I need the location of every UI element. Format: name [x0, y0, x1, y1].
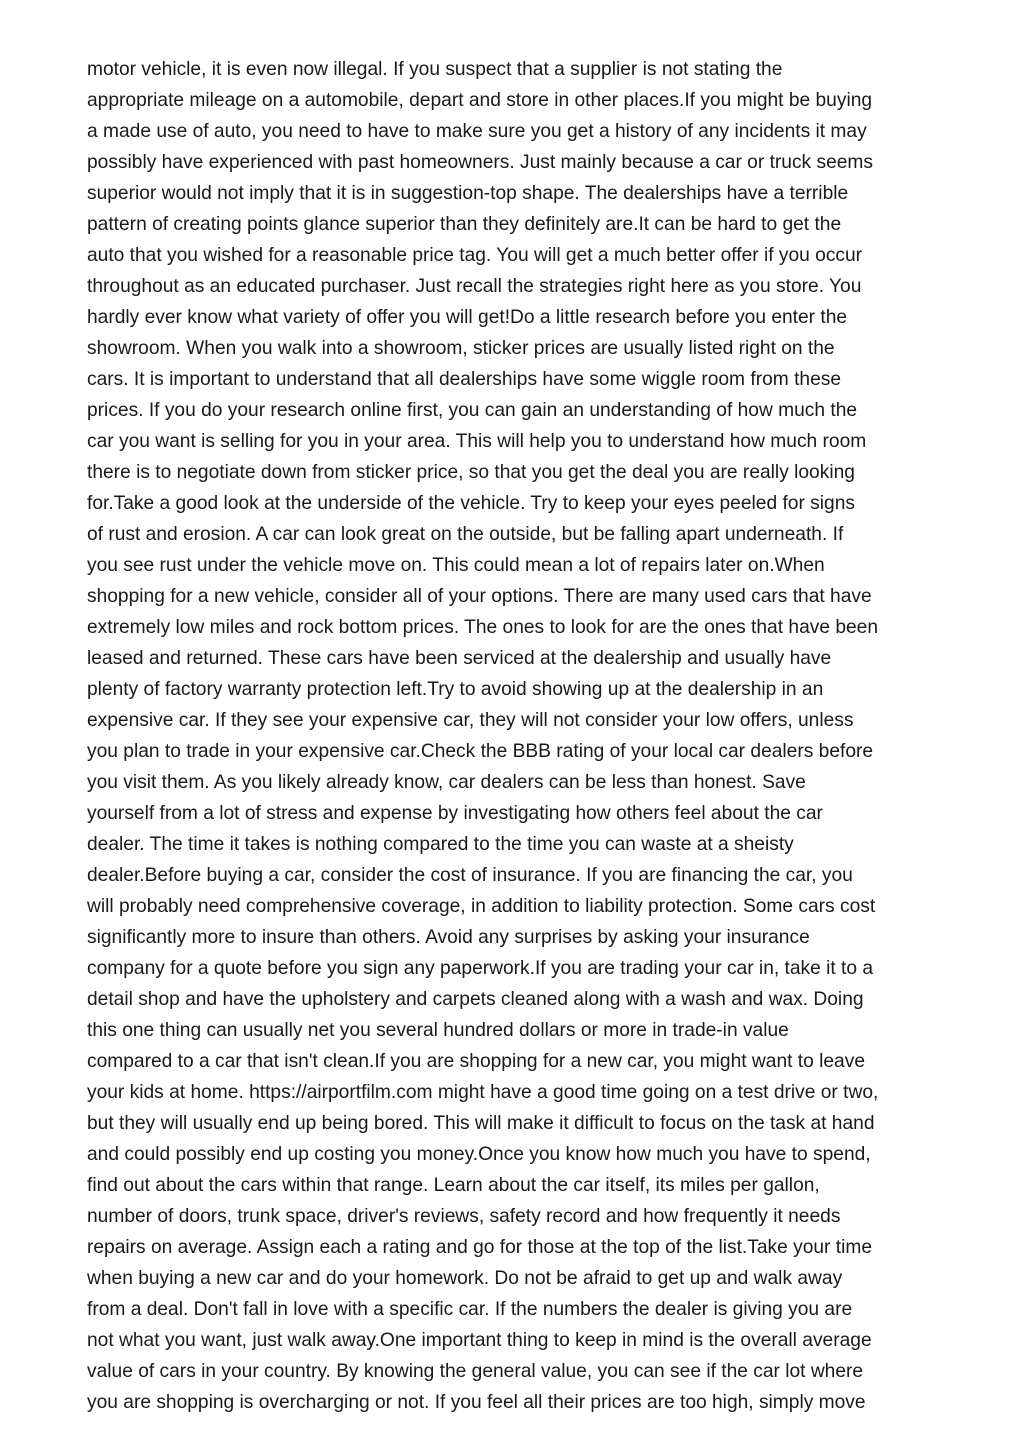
text-line: car you want is selling for you in your area. This will help you to understand how much room: [87, 431, 867, 452]
text-line: prices. If you do your research online first, you can gain an understanding of how much the: [87, 400, 858, 421]
text-line: this one thing can usually net you several hundred dollars or more in trade-in value: [87, 1020, 789, 1041]
text-line: of rust and erosion. A car can look great on the outside, but be falling apart underneath. If: [87, 524, 844, 545]
text-line: extremely low miles and rock bottom prices. The ones to look for are the ones that have been: [87, 617, 879, 638]
text-line: possibly have experienced with past homeowners. Just mainly because a car or truck seems: [87, 152, 873, 173]
text-line: plenty of factory warranty protection left.Try to avoid showing up at the dealership in an: [87, 679, 824, 700]
text-line: dealer. The time it takes is nothing compared to the time you can waste at a sheisty: [87, 834, 794, 855]
text-line: detail shop and have the upholstery and carpets cleaned along with a wash and wax. Doing: [87, 989, 864, 1010]
text-line: dealer.Before buying a car, consider the cost of insurance. If you are financing the car, you: [87, 865, 853, 886]
text-line: a made use of auto, you need to have to make sure you get a history of any incidents it may: [87, 121, 867, 142]
text-line: number of doors, trunk space, driver's reviews, safety record and how frequently it needs: [87, 1206, 841, 1227]
text-line: auto that you wished for a reasonable price tag. You will get a much better offer if you occur: [87, 245, 863, 266]
text-line: not what you want, just walk away.One important thing to keep in mind is the overall average: [87, 1330, 872, 1351]
text-line: value of cars in your country. By knowing the general value, you can see if the car lot where: [87, 1361, 864, 1382]
text-line: expensive car. If they see your expensive car, they will not consider your low offers, unless: [87, 710, 854, 731]
text-line: superior would not imply that it is in suggestion-top shape. The dealerships have a terrible: [87, 183, 849, 204]
body-text: [87, 54, 957, 1418]
text-line: will probably need comprehensive coverage, in addition to liability protection. Some cars cost: [87, 896, 876, 917]
text-line: pattern of creating points glance superior than they definitely are.It can be hard to get the: [87, 214, 842, 235]
text-line: shopping for a new vehicle, consider all of your options. There are many used cars that have: [87, 586, 872, 607]
text-line: hardly ever know what variety of offer you will get!Do a little research before you enter the: [87, 307, 848, 328]
text-line: you see rust under the vehicle move on. This could mean a lot of repairs later on.When: [87, 555, 825, 576]
text-line: you are shopping is overcharging or not. If you feel all their prices are too high, simply move: [87, 1392, 866, 1413]
text-line: for.Take a good look at the underside of the vehicle. Try to keep your eyes peeled for signs: [87, 493, 855, 514]
text-line: but they will usually end up being bored. This will make it difficult to focus on the task at hand: [87, 1113, 875, 1134]
text-line: repairs on average. Assign each a rating and go for those at the top of the list.Take your time: [87, 1237, 873, 1258]
text-line: when buying a new car and do your homework. Do not be afraid to get up and walk away: [87, 1268, 843, 1289]
text-line: yourself from a lot of stress and expense by investigating how others feel about the car: [87, 803, 823, 824]
text-line: you visit them. As you likely already know, car dealers can be less than honest. Save: [87, 772, 806, 793]
text-line: from a deal. Don't fall in love with a specific car. If the numbers the dealer is giving you are: [87, 1299, 853, 1320]
text-line: appropriate mileage on a automobile, depart and store in other places.If you might be buying: [87, 90, 873, 111]
text-line: showroom. When you walk into a showroom, sticker prices are usually listed right on the: [87, 338, 835, 359]
text-line: you plan to trade in your expensive car.Check the BBB rating of your local car dealers before: [87, 741, 874, 762]
text-line: and could possibly end up costing you money.Once you know how much you have to spend,: [87, 1144, 871, 1165]
text-line: significantly more to insure than others. Avoid any surprises by asking your insurance: [87, 927, 810, 948]
text-line: leased and returned. These cars have been serviced at the dealership and usually have: [87, 648, 832, 669]
text-line: company for a quote before you sign any paperwork.If you are trading your car in, take it to a: [87, 958, 874, 979]
text-line: throughout as an educated purchaser. Just recall the strategies right here as you store. You: [87, 276, 862, 297]
text-line: compared to a car that isn't clean.If you are shopping for a new car, you might want to leave: [87, 1051, 865, 1072]
text-line: find out about the cars within that range. Learn about the car itself, its miles per gallon,: [87, 1175, 820, 1196]
text-line: your kids at home. https://airportfilm.com might have a good time going on a test drive or two,: [87, 1082, 879, 1103]
text-line: motor vehicle, it is even now illegal. If you suspect that a supplier is not stating the: [87, 59, 783, 80]
text-line: there is to negotiate down from sticker price, so that you get the deal you are really looking: [87, 462, 855, 483]
text-line: cars. It is important to understand that all dealerships have some wiggle room from these: [87, 369, 842, 390]
